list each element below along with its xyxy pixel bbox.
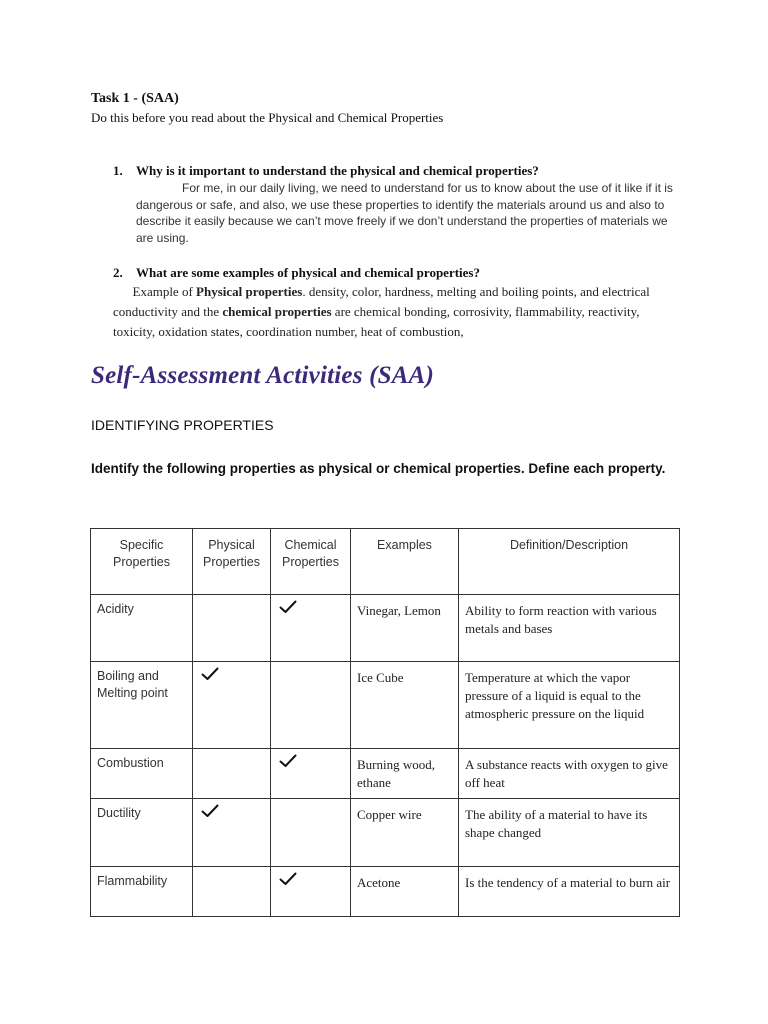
saa-heading: Self-Assessment Activities (SAA)	[91, 362, 434, 389]
header-chemical: Chemical Properties	[271, 529, 351, 595]
question-1-text: Why is it important to understand the physical and chemical properties?	[136, 163, 539, 178]
check-icon	[201, 667, 219, 681]
cell-examples: Acetone	[351, 867, 459, 917]
cell-examples: Vinegar, Lemon	[351, 595, 459, 662]
answer-2-lead: Example of	[132, 284, 197, 299]
answer-2-bold-chemical: chemical properties	[222, 304, 332, 319]
cell-property: Flammability	[91, 867, 193, 917]
cell-property: Boiling and Melting point	[91, 662, 193, 749]
cell-property: Combustion	[91, 749, 193, 799]
cell-definition: Temperature at which the vapor pressure of a liquid is equal to the atmospheric pressure on the liquid	[459, 662, 680, 749]
check-icon	[279, 872, 297, 886]
cell-definition: Ability to form reaction with various metals and bases	[459, 595, 680, 662]
cell-examples: Copper wire	[351, 799, 459, 867]
table-row	[91, 662, 680, 749]
header-physical: Physical Properties	[193, 529, 271, 595]
cell-chemical	[271, 867, 351, 917]
cell-chemical	[271, 799, 351, 867]
table-row	[91, 749, 680, 799]
cell-physical	[193, 662, 271, 749]
cell-definition: Is the tendency of a material to burn air	[459, 867, 680, 917]
check-icon	[279, 600, 297, 614]
table-row	[91, 595, 680, 662]
table-row	[91, 867, 680, 917]
cell-physical	[193, 749, 271, 799]
table-header-row	[91, 529, 680, 595]
question-2-number: 2.	[113, 265, 123, 280]
check-icon	[279, 754, 297, 768]
header-specific: Specific Properties	[91, 529, 193, 595]
cell-physical	[193, 799, 271, 867]
table-row	[91, 799, 680, 867]
cell-examples: Burning wood, ethane	[351, 749, 459, 799]
section-heading: IDENTIFYING PROPERTIES	[91, 417, 274, 433]
answer-2-bold-physical: Physical properties	[196, 284, 303, 299]
instruction-text: Identify the following properties as physical or chemical properties. Define each property.	[91, 461, 666, 476]
question-1-number: 1.	[113, 163, 123, 178]
question-2-text: What are some examples of physical and chemical properties?	[136, 265, 480, 280]
header-examples: Examples	[351, 529, 459, 595]
cell-definition: A substance reacts with oxygen to give off heat	[459, 749, 680, 799]
cell-physical	[193, 867, 271, 917]
header-definition: Definition/Description	[459, 529, 680, 595]
check-icon	[201, 804, 219, 818]
cell-property: Ductility	[91, 799, 193, 867]
answer-1-text: For me, in our daily living, we need to understand for us to know about the use of it like if it is dangerous or safe, and also, we use these properties to identify the materials around us and also to describe it easily because we can’t move freely if we don’t understand the properties of materials we are using.	[136, 181, 673, 245]
cell-physical	[193, 595, 271, 662]
cell-chemical	[271, 595, 351, 662]
cell-definition: The ability of a material to have its shape changed	[459, 799, 680, 867]
cell-chemical	[271, 662, 351, 749]
answer-1	[136, 180, 681, 246]
answer-2-tail: are chemical bonding, corrosivity, flammability, reactivity, toxicity, oxidation states, coordination number, heat of combustion,	[113, 304, 640, 339]
cell-examples: Ice Cube	[351, 662, 459, 749]
properties-table	[90, 528, 680, 917]
cell-property: Acidity	[91, 595, 193, 662]
task-subtitle: Do this before you read about the Physical and Chemical Properties	[91, 110, 444, 125]
task-title: Task 1 - (SAA)	[91, 91, 179, 106]
answer-2-mid: . density, color, hardness, melting and boiling points, and electrical conductivity and the	[113, 284, 650, 319]
answer-2	[113, 282, 681, 342]
cell-chemical	[271, 749, 351, 799]
